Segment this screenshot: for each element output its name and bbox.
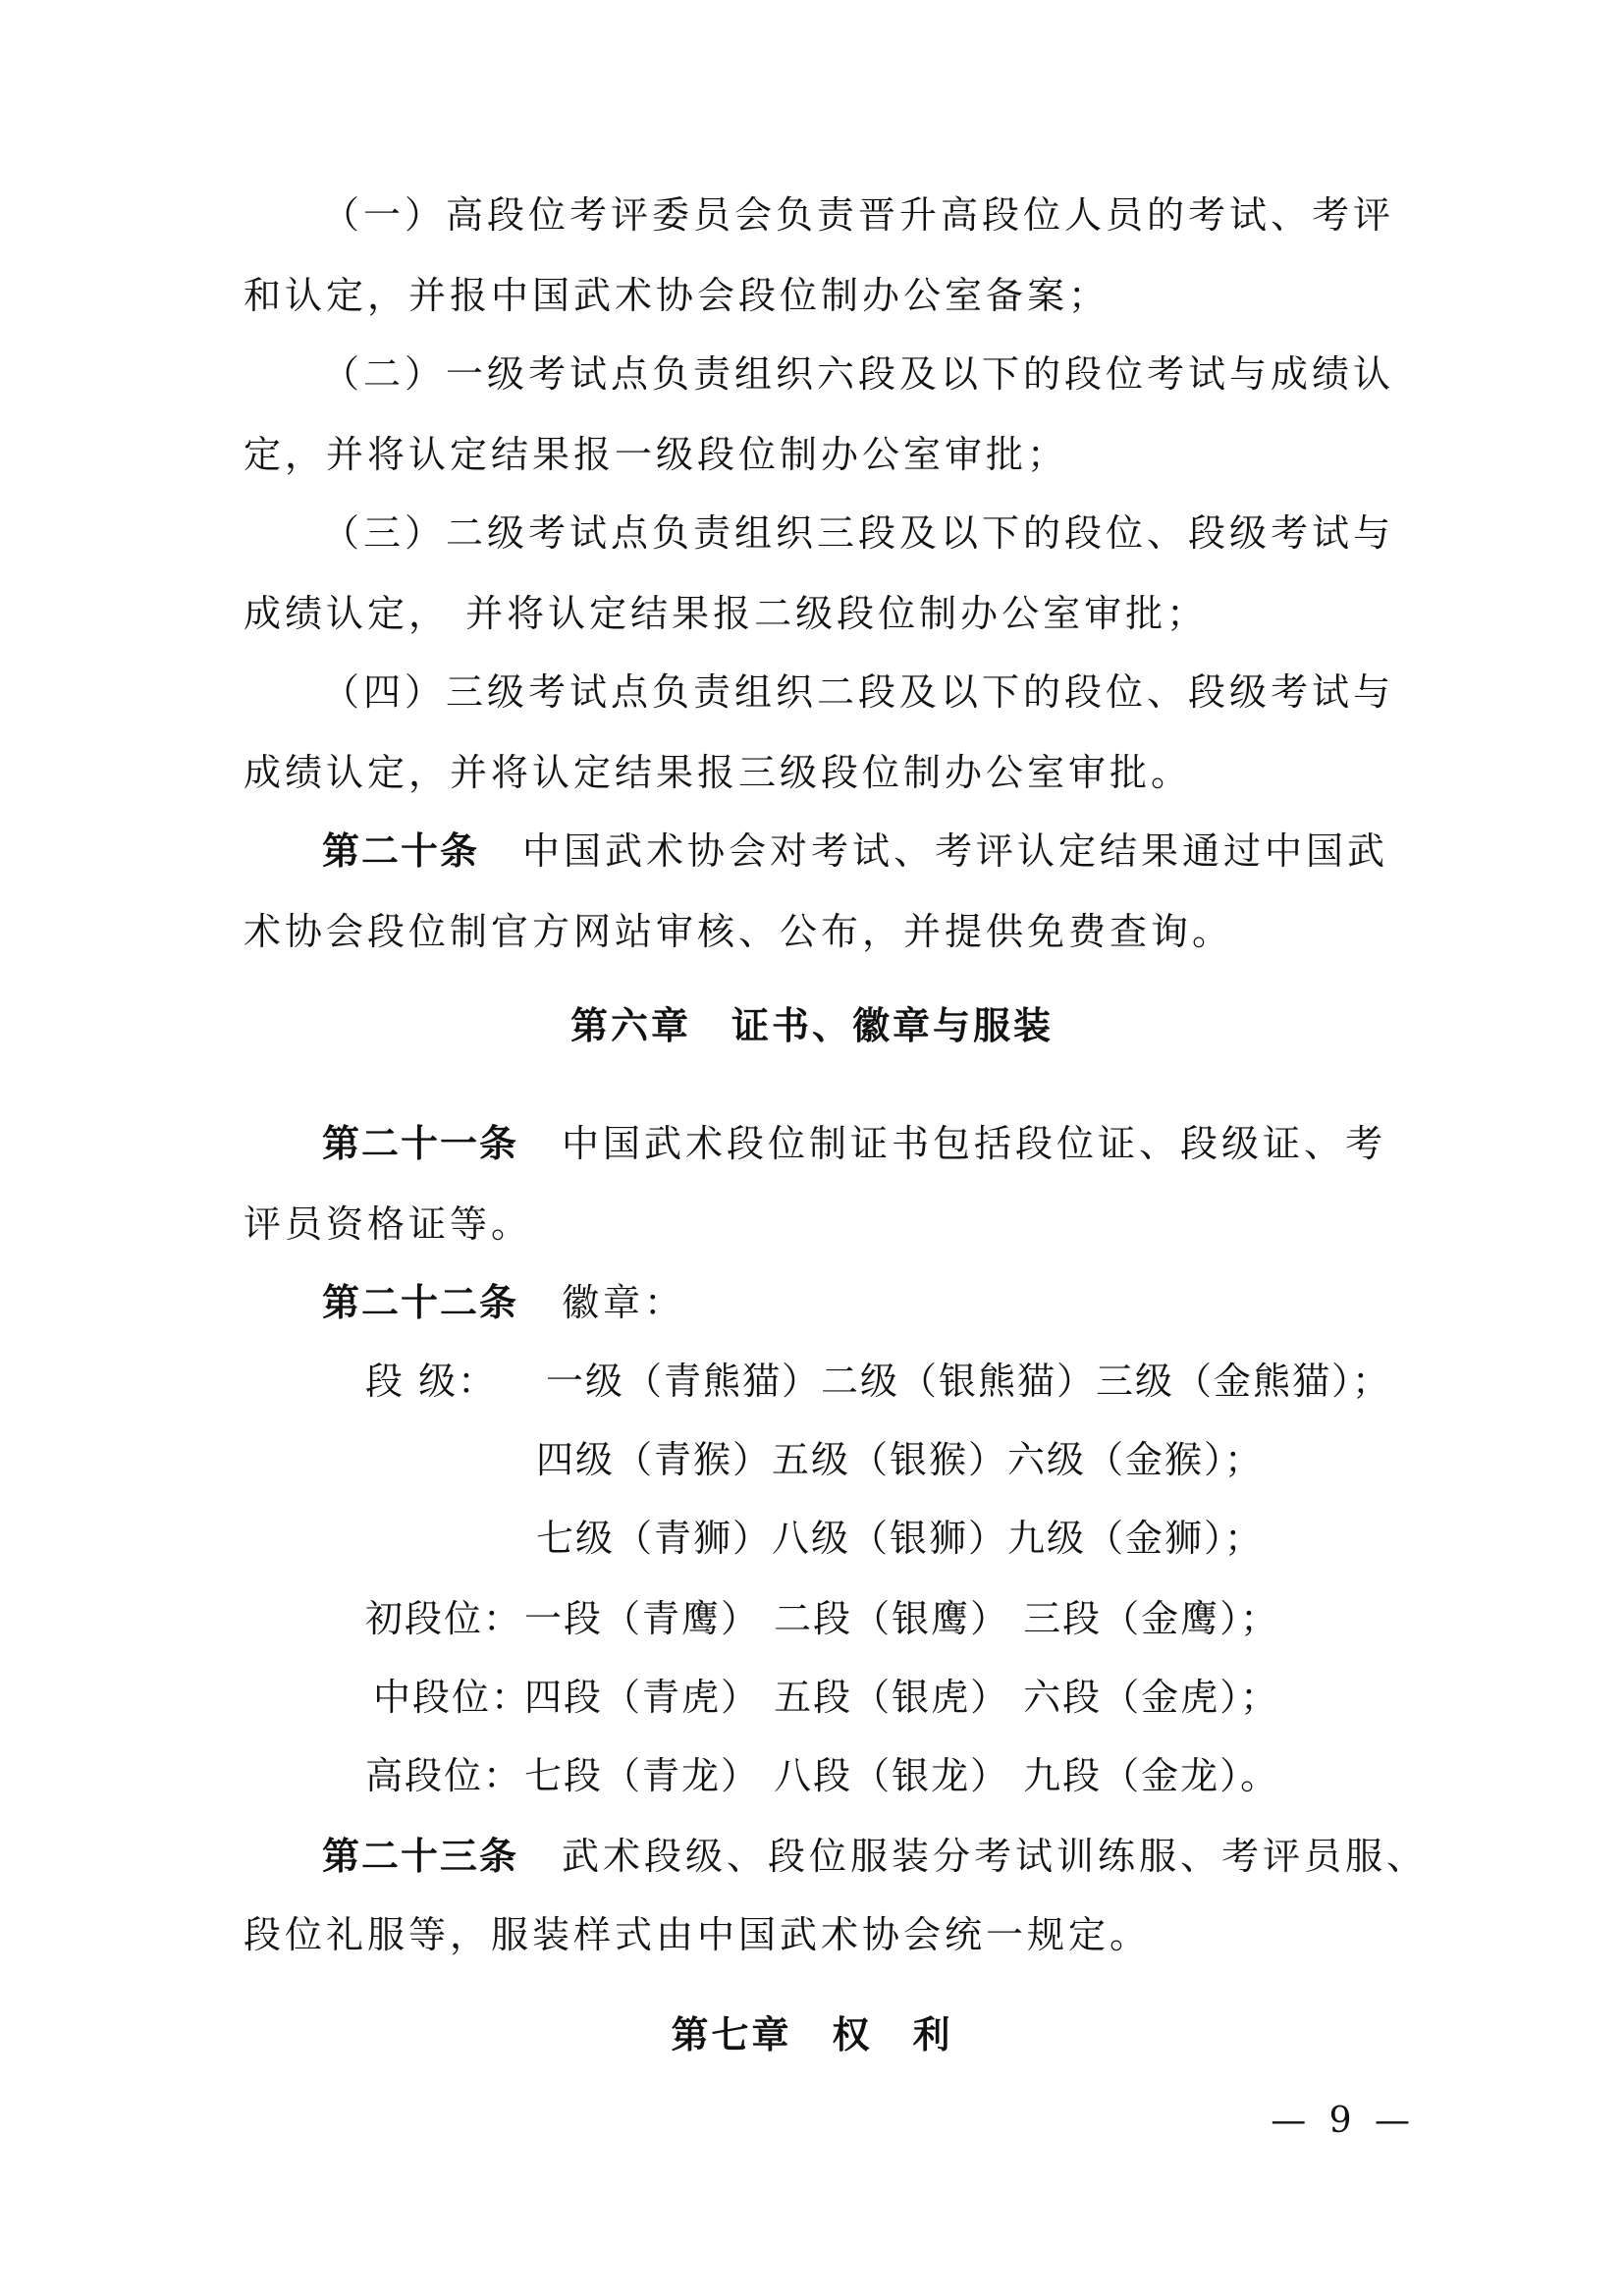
article-23-line-1 bbox=[322, 1834, 1461, 1879]
article-22-text: 徽章： bbox=[562, 1281, 686, 1324]
badge-chu-row: 一段（青鹰） 二段（银鹰） 三段（金鹰）； bbox=[524, 1597, 1280, 1640]
badge-gao-label: 高段位： bbox=[365, 1754, 523, 1797]
article-20-line-2: 术协会段位制官方网站审核、公布，并提供免费查询。 bbox=[244, 910, 1234, 953]
article-20-line-1 bbox=[322, 828, 1461, 874]
paragraph-3-line-1: （三）二级考试点负责组织三段及以下的段位、段级考试与 bbox=[322, 511, 1395, 555]
article-20-text-1: 中国武术协会对考试、考评认定结果通过中国武 bbox=[522, 829, 1389, 873]
article-21-text-1: 中国武术段位制证书包括段位证、段级证、考 bbox=[562, 1122, 1387, 1165]
badge-chu-label: 初段位： bbox=[365, 1597, 523, 1640]
chapter-7-heading: 第七章 权 利 bbox=[671, 2013, 953, 2056]
paragraph-3-line-2: 成绩认定， 并将认定结果报二级段位制办公室审批； bbox=[244, 592, 1209, 635]
paragraph-1-line-1: （一）高段位考评委员会负责晋升高段位人员的考试、考评 bbox=[322, 193, 1395, 237]
badge-gao-row: 七段（青龙） 八段（银龙） 九段（金龙）。 bbox=[524, 1754, 1280, 1797]
badge-zhong-row: 四段（青虎） 五段（银虎） 六段（金虎）； bbox=[524, 1676, 1280, 1719]
badge-duanji-row-2: 四级（青猴）五级（银猴）六级（金猴）； bbox=[536, 1438, 1265, 1481]
article-22-label: 第二十二条 bbox=[322, 1281, 519, 1324]
article-22-line bbox=[322, 1280, 1461, 1325]
page-number: — 9 — bbox=[1271, 2101, 1416, 2141]
paragraph-4-line-1: （四）三级考试点负责组织二段及以下的段位、段级考试与 bbox=[322, 670, 1395, 714]
chapter-6-heading: 第六章 证书、徽章与服装 bbox=[569, 1004, 1054, 1047]
article-21-line-1 bbox=[322, 1121, 1461, 1166]
paragraph-1-line-2: 和认定，并报中国武术协会段位制办公室备案； bbox=[244, 274, 1110, 317]
paragraph-2-line-1: （二）一级考试点负责组织六段及以下的段位考试与成绩认 bbox=[322, 352, 1395, 396]
article-21-line-2: 评员资格证等。 bbox=[244, 1202, 533, 1246]
paragraph-2-line-2: 定，并将认定结果报一级段位制办公室审批； bbox=[244, 433, 1069, 476]
article-23-label: 第二十三条 bbox=[322, 1835, 519, 1878]
article-21-label: 第二十一条 bbox=[322, 1122, 519, 1165]
badge-duanji-row-3: 七级（青狮）八级（银狮）九级（金狮）； bbox=[536, 1517, 1265, 1560]
article-23-text-1: 武术段级、段位服装分考试训练服、考评员服、 bbox=[562, 1835, 1429, 1878]
paragraph-4-line-2: 成绩认定，并将认定结果报三级段位制办公室审批。 bbox=[244, 751, 1193, 794]
article-23-line-2: 段位礼服等，服装样式由中国武术协会统一规定。 bbox=[244, 1913, 1152, 1956]
badge-duanji-label: 段 级： bbox=[365, 1360, 498, 1403]
article-20-label: 第二十条 bbox=[322, 829, 480, 873]
badge-zhong-label: 中段位： bbox=[373, 1676, 531, 1719]
badge-duanji-row-1: 一级（青熊猫）二级（银熊猫）三级（金熊猫）； bbox=[546, 1360, 1392, 1403]
